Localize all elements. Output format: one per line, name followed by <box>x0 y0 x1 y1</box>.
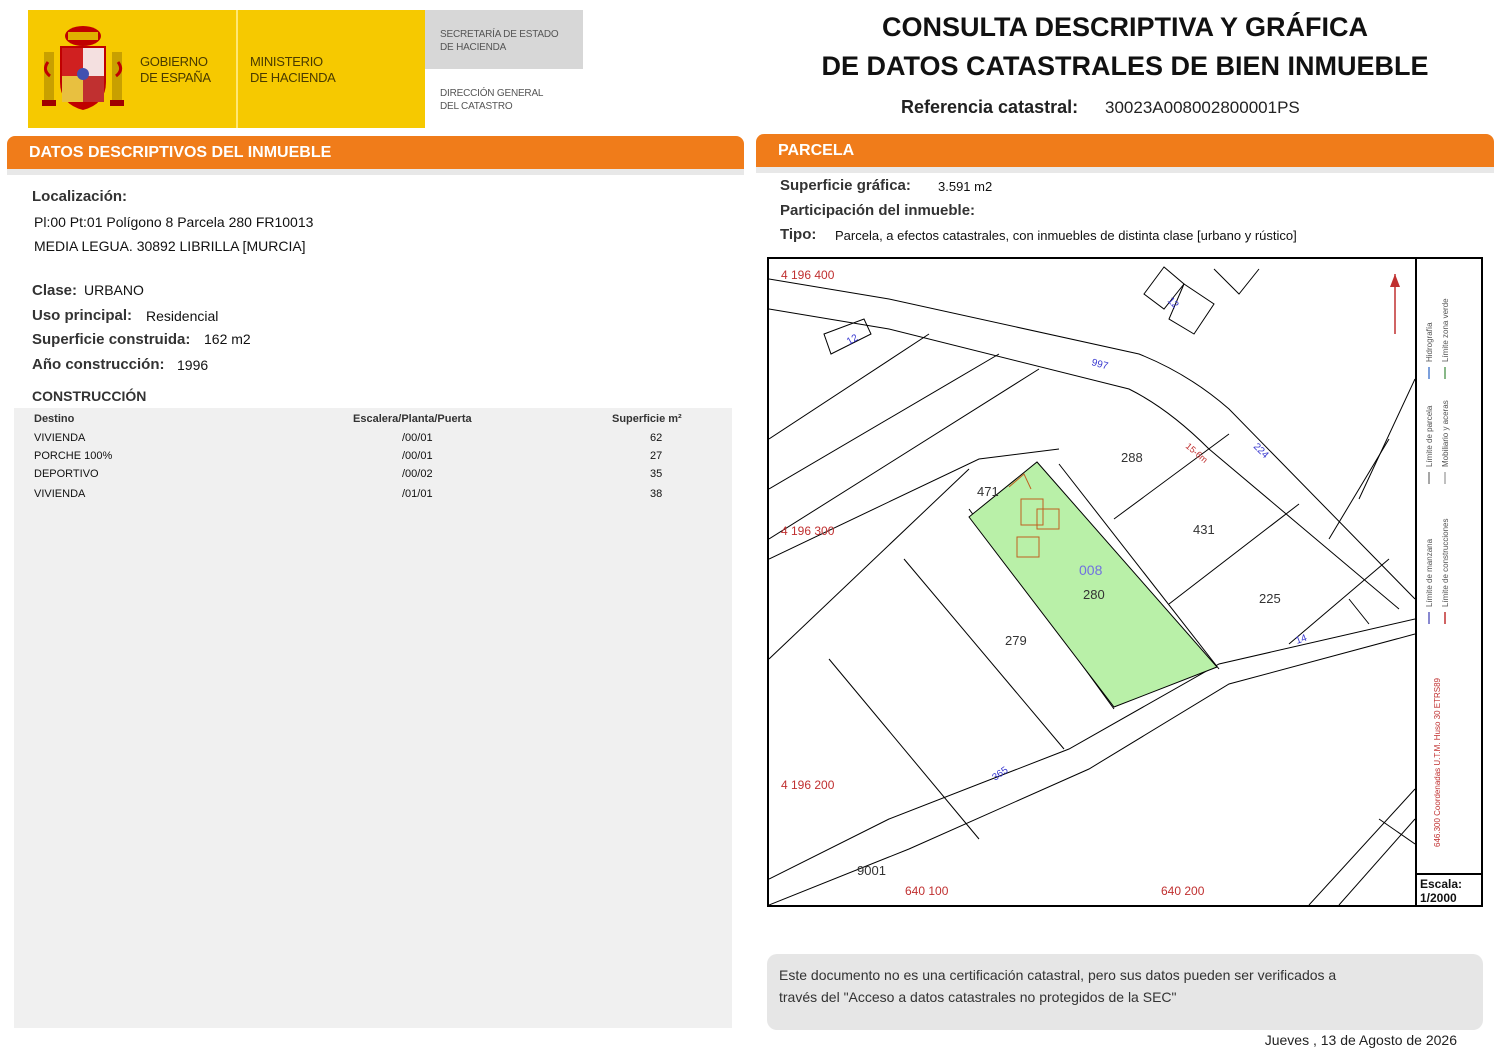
legend-construcciones: Límite de construcciones <box>1441 518 1450 607</box>
anio-label: Año construcción: <box>32 356 165 373</box>
road-12b: 12 <box>1164 295 1181 311</box>
anio-value: 1996 <box>177 357 209 373</box>
superficie-grafica-label: Superficie gráfica: <box>780 177 911 194</box>
superficie-grafica-value: 3.591 m2 <box>938 179 993 194</box>
table-header-escalera: Escalera/Planta/Puerta <box>353 413 472 425</box>
parcel-9001: 9001 <box>857 863 886 878</box>
coord-top: 4 196 400 <box>781 268 835 282</box>
table-row-1-destino: VIVIENDA <box>34 432 86 444</box>
coord-x2: 640 200 <box>1161 884 1205 898</box>
section-header-shadow <box>756 167 1494 173</box>
table-row-1-escalera: /00/01 <box>402 432 433 444</box>
projection-text: 646.300 Coordenadas U.T.M. Huso 30 ETRS89 <box>1433 678 1442 847</box>
table-row-4-destino: VIVIENDA <box>34 488 86 500</box>
uso-label: Uso principal: <box>32 307 133 324</box>
section-header-parcela <box>756 134 1494 167</box>
legend-hidrografia: Hidrografía <box>1425 322 1434 362</box>
legend-drawing <box>1418 262 1482 870</box>
ref-catastral-label: Referencia catastral: <box>901 97 1079 117</box>
table-row-2-escalera: /00/01 <box>402 450 433 462</box>
document-date: Jueves , 13 de Agosto de 2026 <box>1264 1032 1457 1048</box>
road-14: 14 <box>1294 632 1309 647</box>
table-row-2-superficie: 27 <box>650 450 663 462</box>
parcel-225: 225 <box>1259 591 1281 606</box>
localizacion-label: Localización: <box>32 188 128 205</box>
localizacion-line2: MEDIA LEGUA. 30892 LIBRILLA [MURCIA] <box>34 238 306 254</box>
zone-008: 008 <box>1079 562 1103 578</box>
section-title: PARCELA <box>778 141 855 159</box>
road-997: 997 <box>1090 357 1110 373</box>
tipo-label: Tipo: <box>780 226 817 243</box>
section-header-datos <box>7 136 744 169</box>
north-arrow-icon <box>1390 274 1400 334</box>
legend-parcela: Límite de parcela <box>1425 405 1434 467</box>
gobierno-label: GOBIERNO DE ESPAÑA <box>140 54 211 85</box>
tipo-value: Parcela, a efectos catastrales, con inmuebles de distinta clase [urbano y rústico] <box>835 228 1297 243</box>
disclaimer-line1: Este documento no es una certificación catastral, pero sus datos pueden ser verificados a <box>779 967 1337 983</box>
coat-of-arms-icon <box>40 22 126 114</box>
coord-mid: 4 196 300 <box>781 524 835 538</box>
table-row-4-escalera: /01/01 <box>402 488 433 500</box>
parcel-280: 280 <box>1083 587 1105 602</box>
logo-divider <box>236 10 238 128</box>
table-row-2-destino: PORCHE 100% <box>34 450 113 462</box>
table-row-4-superficie: 38 <box>650 488 663 500</box>
road-224: 224 <box>1250 441 1271 461</box>
coord-bot: 4 196 200 <box>781 778 835 792</box>
table-header-destino: Destino <box>34 413 75 425</box>
clase-label: Clase: <box>32 282 78 299</box>
parcel-431: 431 <box>1193 522 1215 537</box>
participacion-label: Participación del inmueble: <box>780 202 976 219</box>
disclaimer-line2: través del "Acceso a datos catastrales no protegidos de la SEC" <box>779 989 1177 1005</box>
superficie-label: Superficie construida: <box>32 331 191 348</box>
localizacion-line1: Pl:00 Pt:01 Polígono 8 Parcela 280 FR10013 <box>34 214 314 230</box>
clase-value: URBANO <box>84 282 144 298</box>
table-row-3-destino: DEPORTIVO <box>34 468 99 480</box>
secretaria-label: SECRETARÍA DE ESTADO DE HACIENDA <box>440 29 559 53</box>
legend-manzana: Límite de manzana <box>1425 538 1434 607</box>
uso-value: Residencial <box>146 308 219 324</box>
construccion-title: CONSTRUCCIÓN <box>32 388 147 404</box>
construccion-panel <box>14 408 732 1028</box>
page-title-line1: CONSULTA DESCRIPTIVA Y GRÁFICA <box>881 12 1369 42</box>
page-title-line2: DE DATOS CATASTRALES DE BIEN INMUEBLE <box>821 51 1429 81</box>
table-row-1-superficie: 62 <box>650 432 663 444</box>
legend-mobiliario: Mobiliario y aceras <box>1441 400 1450 467</box>
parcel-288: 288 <box>1121 450 1143 465</box>
cota-label: 15-6m <box>1183 440 1210 465</box>
section-header-shadow <box>7 169 744 175</box>
table-header-superficie: Superficie m² <box>612 413 682 425</box>
map-drawing <box>769 259 1415 905</box>
parcel-471: 471 <box>977 484 999 499</box>
road-12a: 12 <box>845 332 861 348</box>
superficie-value: 162 m2 <box>204 331 251 347</box>
legend-zona-verde: Límite zona verde <box>1441 298 1450 362</box>
parcel-279: 279 <box>1005 633 1027 648</box>
table-row-3-escalera: /00/02 <box>402 468 433 480</box>
scale-value: 1/2000 <box>1420 891 1457 905</box>
ref-catastral-value: 30023A008002800001PS <box>1105 98 1300 117</box>
direccion-label: DIRECCIÓN GENERAL DEL CATASTRO <box>440 88 544 112</box>
table-row-3-superficie: 35 <box>650 468 663 480</box>
coord-x1: 640 100 <box>905 884 949 898</box>
scale-label: Escala: <box>1420 877 1463 891</box>
ministerio-label: MINISTERIO DE HACIENDA <box>250 54 336 85</box>
road-365: 365 <box>990 764 1011 784</box>
section-title: DATOS DESCRIPTIVOS DEL INMUEBLE <box>29 143 332 161</box>
